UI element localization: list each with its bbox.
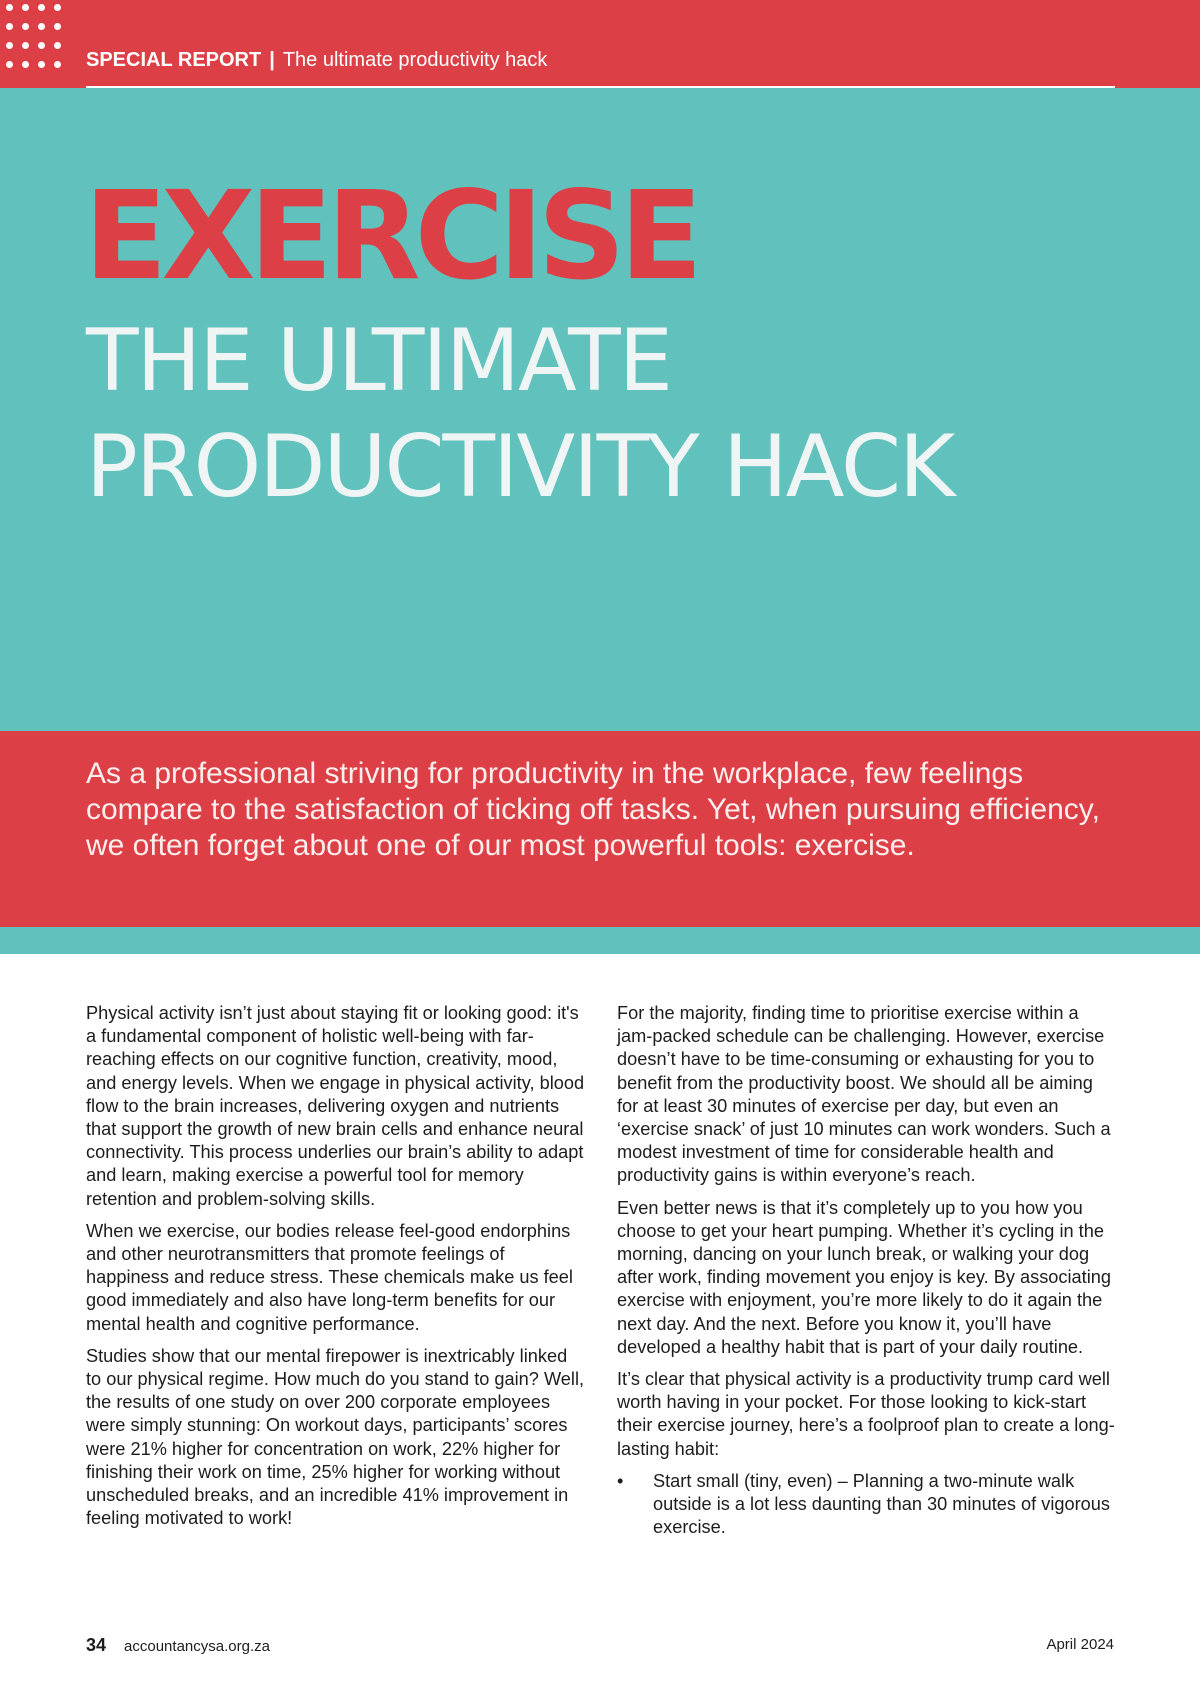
body-paragraph: For the majority, finding time to prioritise exercise within a jam-packed schedule can be challenging. However, exercise doesn’t have to be time-consuming or exhausting for you to benefit from the productivity boost. We should all be aiming for at least 30 minutes of exercise per day, but even an ‘exercise snack’ of just 10 minutes can work wonders. Such a modest investment of time for considerable health and productivity gains is within everyone’s reach. (617, 1003, 1111, 1186)
body-paragraph: It’s clear that physical activity is a productivity trump card well worth having in your pocket. For those looking to kick-start their exercise journey, here’s a foolproof plan to create a long-lasting habit: (617, 1369, 1115, 1459)
body-paragraph: Studies show that our mental firepower is inextricably linked to our physical regime. How much do you stand to gain? Well, the results of one study on over 200 corporate employees were simply stunning: On workout days, participants’ scores were 21% higher for concentration on work, 22% higher for finishing their work on time, 25% higher for working without unscheduled breaks, and an incredible 41% improvement in feeling motivated to work! (86, 1345, 585, 1529)
list-item (617, 1470, 1117, 1540)
body-column-left (86, 1002, 586, 1539)
body-paragraph: Even better news is that it’s completely up to you how you choose to get your heart pumping. Whether it’s cycling in the morning, dancing on your lunch break, or walking your dog after work, finding movement you enjoy is key. By associating exercise with enjoyment, you’re more likely to do it again the next day. And the next. Before you know it, you’ll have developed a healthy habit that is part of your daily routine. (617, 1197, 1111, 1357)
list-item-text: Start small (tiny, even) – Planning a two-minute walk outside is a lot less daunting than 30 minutes of vigorous exercise. (653, 1470, 1110, 1538)
running-header (86, 40, 547, 80)
header-topic: The ultimate productivity hack (282, 49, 548, 71)
intro-paragraph: As a professional striving for productivity in the workplace, few feelings compare to the satisfaction of ticking off tasks. Yet, when pursuing efficiency, we often forget about one of our most powerful tools: exercise. (86, 757, 1100, 862)
page-number: 34 (86, 1635, 107, 1655)
body-column-right (617, 1002, 1117, 1539)
body-paragraph: When we exercise, our bodies release feel-good endorphins and other neurotransmitters that promote feelings of happiness and reduce stress. These chemicals make us feel good immediately and also have long-term benefits for our mental health and cognitive performance. (86, 1220, 573, 1334)
section-label: SPECIAL REPORT (86, 49, 262, 71)
website-link[interactable]: accountancysa.org.za (124, 1638, 270, 1655)
header-separator: | (269, 49, 275, 71)
footer-date: April 2024 (1046, 1636, 1114, 1653)
header-bar (0, 0, 1200, 88)
headline-subtitle: THE ULTIMATE PRODUCTIVITY HACK (86, 311, 954, 517)
footer-left (86, 1634, 270, 1658)
body-paragraph: Physical activity isn’t just about staying fit or looking good: it's a fundamental component of holistic well-being with far-reaching effects on our cognitive function, creativity, mood, and energy levels. When we engage in physical activity, blood flow to the brain increases, delivering oxygen and nutrients that support the growth of new brain cells and enhance neural connectivity. This process underlies our brain’s ability to adapt and learn, making exercise a powerful tool for memory retention and problem-solving skills. (86, 1003, 585, 1209)
headline-word: EXERCISE (84, 165, 697, 307)
bullet-icon: • (617, 1470, 624, 1491)
dot-pattern-decoration (6, 4, 70, 84)
habit-tips-list (617, 1470, 1117, 1540)
